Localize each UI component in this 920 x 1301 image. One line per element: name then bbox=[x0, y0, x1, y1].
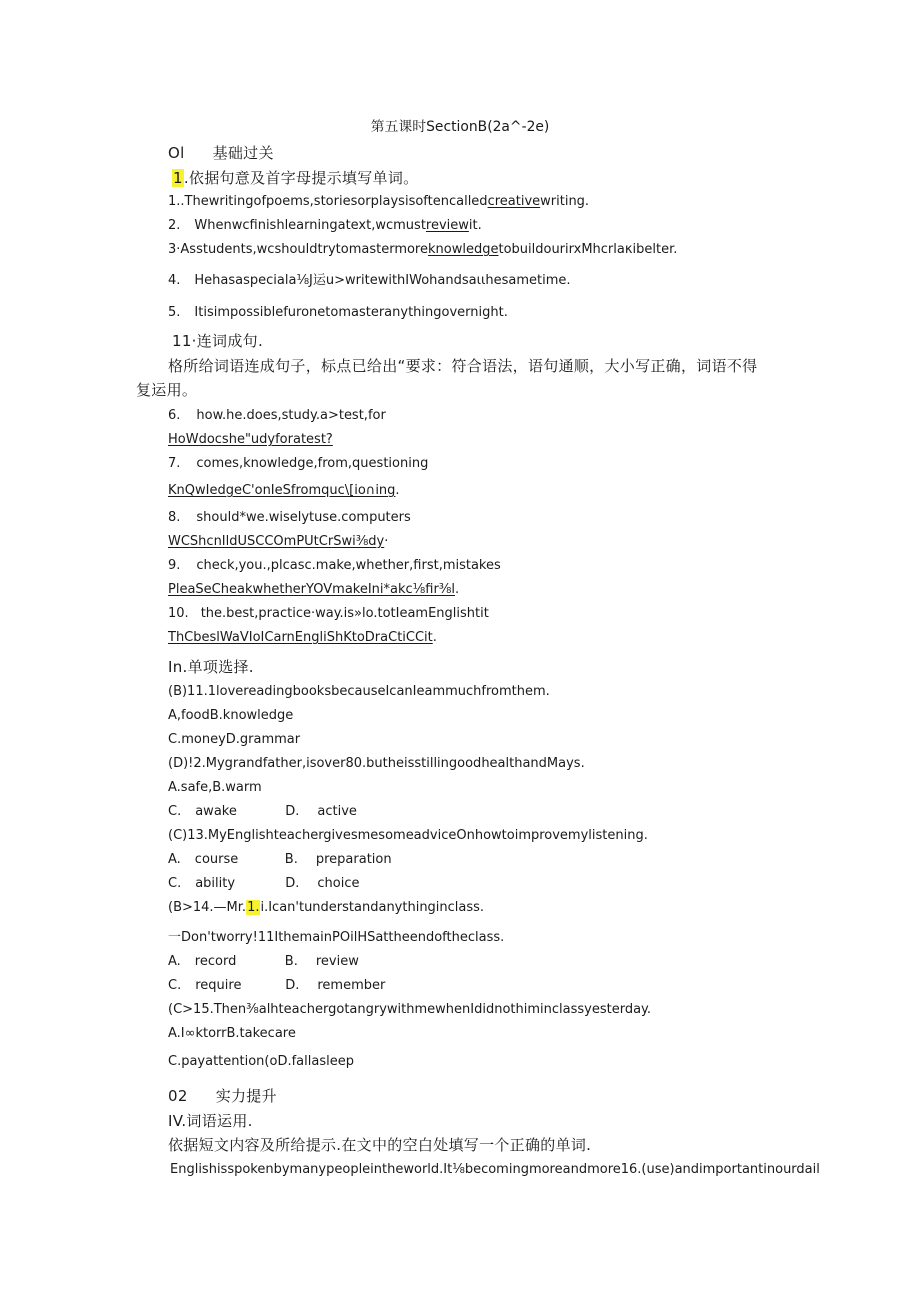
question-number: 8. bbox=[168, 510, 181, 525]
answer: HoWdocshe"udyforatest? bbox=[168, 432, 333, 447]
question-7 bbox=[168, 455, 428, 473]
question-number: 6. bbox=[168, 408, 181, 423]
answer: ThCbeslWaVIoICarnEngliShKtoDraCtiCCit bbox=[168, 630, 433, 645]
mc-14-options-ab bbox=[168, 953, 359, 971]
instruction-line-1: 格所给词语连成句子，标点已给出“要求：符合语法，语句通顺，大小写正确，词语不得 bbox=[168, 357, 758, 375]
option-letter: B. bbox=[284, 954, 298, 969]
part-heading-1 bbox=[172, 169, 418, 187]
page-title: 第五课时SectionB(2a^-2e) bbox=[370, 119, 550, 135]
option-text: review bbox=[315, 954, 359, 969]
answer-6 bbox=[168, 431, 333, 449]
question-8 bbox=[168, 509, 411, 527]
option-text: choice bbox=[317, 876, 360, 891]
answer: WCShcnIldUSCCOmPUtCrSwi⅜dy bbox=[168, 534, 385, 549]
section-number: Ol bbox=[168, 144, 185, 162]
punctuation: . bbox=[432, 630, 437, 645]
question-number: 2. bbox=[168, 218, 181, 233]
answer-9 bbox=[168, 581, 459, 599]
mc-11-stem: (B)11.1lovereadingbooksbecauseIcanIeammuchfromthem. bbox=[168, 684, 550, 699]
punctuation: · bbox=[384, 534, 389, 549]
question-words: comes,knowledge,from,questioning bbox=[196, 456, 429, 471]
option-text: awake bbox=[195, 804, 237, 819]
question-text: 3·Asstudents,wcshouldtrytomastermore bbox=[168, 242, 428, 257]
question-9 bbox=[168, 557, 501, 575]
answer-7 bbox=[168, 482, 400, 500]
mc-14-reply: 一Don'tworry!11IthemainPOilHSattheendoftheclass. bbox=[168, 930, 505, 945]
question-text: tobuildourirxMhcrlaκibelter. bbox=[498, 242, 678, 257]
question-text: Itisimpossiblefuronetomasteranythingovernight. bbox=[194, 305, 508, 320]
question-text: Hehasaspeciala⅛J运u>writewithIWohandsaιιhesametime. bbox=[194, 273, 571, 288]
question-6 bbox=[168, 407, 386, 425]
question-number: 9. bbox=[168, 558, 181, 573]
question-4 bbox=[168, 272, 571, 290]
mc-11-options-cd: C.moneyD.grammar bbox=[168, 732, 301, 747]
mc-12-stem: (D)!2.Mygrandfather,isover80.butheisstillingoodhealthandMays. bbox=[168, 756, 585, 771]
section-header-basic bbox=[168, 144, 274, 162]
option-letter: D. bbox=[285, 804, 300, 819]
answer: knowledge bbox=[428, 242, 499, 257]
instruction-2: 依据短文内容及所给提示.在文中的空白处填写一个正确的单词. bbox=[168, 1136, 592, 1154]
mc-14-stem bbox=[168, 899, 484, 917]
question-number: 10. bbox=[168, 606, 189, 621]
option-text: require bbox=[195, 978, 242, 993]
question-words: the.best,practice·way.is»lo.totIeamEnglishtit bbox=[200, 606, 489, 621]
answer: KnQwIedgeC'onIeSfromquc\[io∩ing bbox=[168, 483, 396, 498]
part-heading-4: IV.词语运用. bbox=[168, 1112, 253, 1130]
question-text: i.Ican'tunderstandanythinginclass. bbox=[260, 900, 485, 915]
instruction-line-2: 复运用。 bbox=[136, 381, 198, 399]
mc-13-options-cd bbox=[168, 875, 359, 893]
part-heading-2: 11·连词成句. bbox=[172, 332, 264, 350]
question-words: check,you.,plcasc.make,whether,first,mistakes bbox=[196, 558, 501, 573]
highlight-mark: 1. bbox=[247, 900, 260, 915]
question-number: 5. bbox=[168, 305, 181, 320]
mc-13-stem: (C)13.MyEnglishteachergivesmesomeadviceOnhowtoimprovemylistening. bbox=[168, 828, 648, 843]
question-words: should*we.wiselytuse.computers bbox=[196, 510, 411, 525]
option-text: ability bbox=[195, 876, 236, 891]
mc-11-options-ab: A,foodB.knowledge bbox=[168, 708, 294, 723]
part-heading-3: In.单项选择. bbox=[168, 658, 254, 676]
answer-10 bbox=[168, 629, 437, 647]
answer-8 bbox=[168, 533, 388, 551]
option-letter: C. bbox=[168, 978, 182, 993]
option-letter: D. bbox=[285, 876, 300, 891]
mc-12-options-cd bbox=[168, 803, 357, 821]
question-5 bbox=[168, 304, 508, 322]
option-letter: C. bbox=[168, 876, 182, 891]
question-text: it. bbox=[468, 218, 482, 233]
option-text: preparation bbox=[315, 852, 392, 867]
mc-15-options-ab: A.I∞ktorrB.takecare bbox=[168, 1026, 296, 1041]
passage-text: Englishisspokenbymanypeopleintheworld.It⅛becomingmoreandmore16.(use)andimportantinourdail bbox=[170, 1162, 820, 1177]
option-text: active bbox=[317, 804, 357, 819]
mc-15-stem: (C>15.Then⅜alhteachergotangrywithmewhenIdidnothiminclassyesterday. bbox=[168, 1002, 652, 1017]
section-number: 02 bbox=[168, 1087, 188, 1105]
answer: PleaSeCheakwhetherYOVmakeIni*akc⅛fir⅜l bbox=[168, 582, 456, 597]
option-letter: C. bbox=[168, 804, 182, 819]
question-number: 7. bbox=[168, 456, 181, 471]
section-label: 实力提升 bbox=[215, 1087, 277, 1105]
part-heading-text: .依据句意及首字母提示填写单词。 bbox=[183, 169, 419, 187]
question-text: writing. bbox=[540, 194, 590, 209]
question-text: (B>14.—Mr. bbox=[168, 900, 247, 915]
question-1 bbox=[168, 193, 589, 211]
question-10 bbox=[168, 605, 489, 623]
option-text: remember bbox=[317, 978, 386, 993]
section-label: 基础过关 bbox=[212, 144, 274, 162]
question-number: 4. bbox=[168, 273, 181, 288]
highlight-mark: 1 bbox=[173, 169, 183, 187]
punctuation: . bbox=[455, 582, 460, 597]
option-letter: A. bbox=[168, 852, 181, 867]
option-letter: B. bbox=[284, 852, 298, 867]
option-text: course bbox=[194, 852, 239, 867]
question-text: Whenwcfinishlearningatext,wcmust bbox=[194, 218, 426, 233]
question-words: how.he.does,study.a>test,for bbox=[196, 408, 386, 423]
punctuation: . bbox=[395, 483, 400, 498]
option-letter: A. bbox=[168, 954, 181, 969]
answer: creative bbox=[487, 194, 541, 209]
question-3 bbox=[168, 241, 677, 259]
question-2 bbox=[168, 217, 482, 235]
option-text: record bbox=[194, 954, 237, 969]
question-text: 1..Thewritingofpoems,storiesorplaysisoftencalled bbox=[168, 194, 488, 209]
section-header-advanced bbox=[168, 1087, 277, 1105]
mc-15-options-cd: C.payattention(oD.fallasleep bbox=[168, 1054, 354, 1069]
mc-12-options-ab: A.safe,B.warm bbox=[168, 780, 262, 795]
mc-13-options-ab bbox=[168, 851, 392, 869]
mc-14-options-cd bbox=[168, 977, 385, 995]
answer: review bbox=[425, 218, 469, 233]
option-letter: D. bbox=[285, 978, 300, 993]
